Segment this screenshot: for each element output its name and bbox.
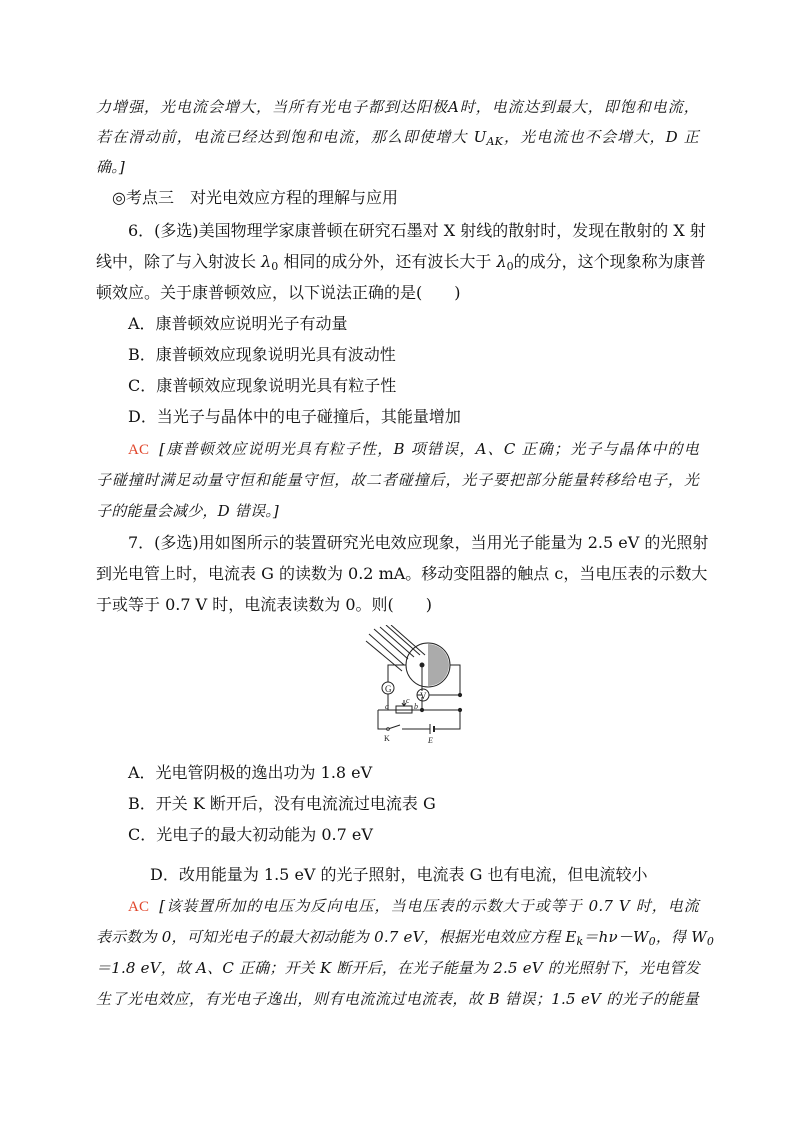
q6-explanation-line-3: 子的能量会减少，D 错误。] <box>96 502 279 520</box>
q6-stem-line-1: 6．(多选)美国物理学家康普顿在研究石墨对 X 射线的散射时，发现在散射的 X 射 <box>128 221 706 240</box>
q7-explanation-line-4: 生了光电效应，有光电子逸出，则有电流流过电流表，故 B 错误；1.5 eV 的光子的能量 <box>96 990 699 1008</box>
light-rays-icon <box>366 625 425 671</box>
q6-answer: AC <box>128 442 150 458</box>
q6-option-c: C．康普顿效应现象说明光具有粒子性 <box>128 376 397 395</box>
switch-icon <box>388 725 400 729</box>
q6-stem-line-3: 顿效应。关于康普顿效应，以下说法正确的是( ) <box>96 283 461 302</box>
q7-answer: AC <box>128 899 150 915</box>
q6-explanation-line-2: 子碰撞时满足动量守恒和能量守恒，故二者碰撞后，光子要把部分能量转移给电子，光 <box>96 471 699 489</box>
photoelectric-circuit-figure <box>360 625 470 750</box>
svg-text:G: G <box>385 684 392 694</box>
q7-stem-line-2: 到光电管上时，电流表 G 的读数为 0.2 mA。移动变阻器的触点 c，当电压表的示数大 <box>96 564 708 583</box>
svg-text:K: K <box>384 734 390 743</box>
section-heading: ◎考点三 对光电效应方程的理解与应用 <box>112 188 398 207</box>
q7-stem-line-1: 7．(多选)用如图所示的装置研究光电效应现象，当用光子能量为 2.5 eV 的光照射 <box>128 533 709 552</box>
q6-stem-line-2: 线中，除了与入射波长 $\lambda_0$ 相同的成分外，还有波长大于 $\lambda_0$的成分，这个现象称为康普 <box>96 252 706 273</box>
q7-stem-line-3: 于或等于 0.7 V 时，电流表读数为 0。则( ) <box>96 595 433 614</box>
q6-option-a: A．康普顿效应说明光子有动量 <box>128 314 348 333</box>
svg-text:E: E <box>428 736 433 745</box>
svg-text:a: a <box>385 702 389 711</box>
q7-explanation-line-1: AC [该装置所加的电压为反向电压，当电压表的示数大于或等于 0.7 V 时，电流 <box>128 897 699 915</box>
q5-explanation-line-3: 确。] <box>96 158 125 176</box>
q6-option-d: D．当光子与晶体中的电子碰撞后，其能量增加 <box>128 407 461 426</box>
svg-text:c: c <box>406 696 410 705</box>
q6-explanation-line-1: AC [康普顿效应说明光具有粒子性，B 项错误，A、C 正确；光子与晶体中的电 <box>128 440 699 458</box>
q7-option-c: C．光电子的最大初动能为 0.7 eV <box>128 825 373 844</box>
q7-option-d: D．改用能量为 1.5 eV 的光子照射，电流表 G 也有电流，但电流较小 <box>150 865 648 884</box>
q6-option-b: B．康普顿效应现象说明光具有波动性 <box>128 345 396 364</box>
q7-explanation-line-3: ＝1.8 eV，故 A、C 正确；开关 K 断开后，在光子能量为 2.5 eV 的光照射下，光电管发 <box>96 959 700 977</box>
svg-text:V: V <box>420 691 427 701</box>
q5-explanation-line-1: 力增强，光电流会增大，当所有光电子都到达阳极A时，电流达到最大，即饱和电流， <box>96 98 699 116</box>
svg-text:b: b <box>414 702 418 711</box>
q7-option-b: B．开关 K 断开后，没有电流流过电流表 G <box>128 794 436 813</box>
q7-option-a: A．光电管阴极的逸出功为 1.8 eV <box>128 763 373 782</box>
q7-explanation-line-2: 表示数为 0，可知光电子的最大初动能为 0.7 eV，根据光电效应方程 $E_k=h\nu-W_0$，得 $W_0$ <box>96 928 715 948</box>
q5-explanation-line-2: 若在滑动前，电流已经达到饱和电流，那么即使增大 $U_{AK}$，光电流也不会增大，D 正 <box>96 128 699 148</box>
